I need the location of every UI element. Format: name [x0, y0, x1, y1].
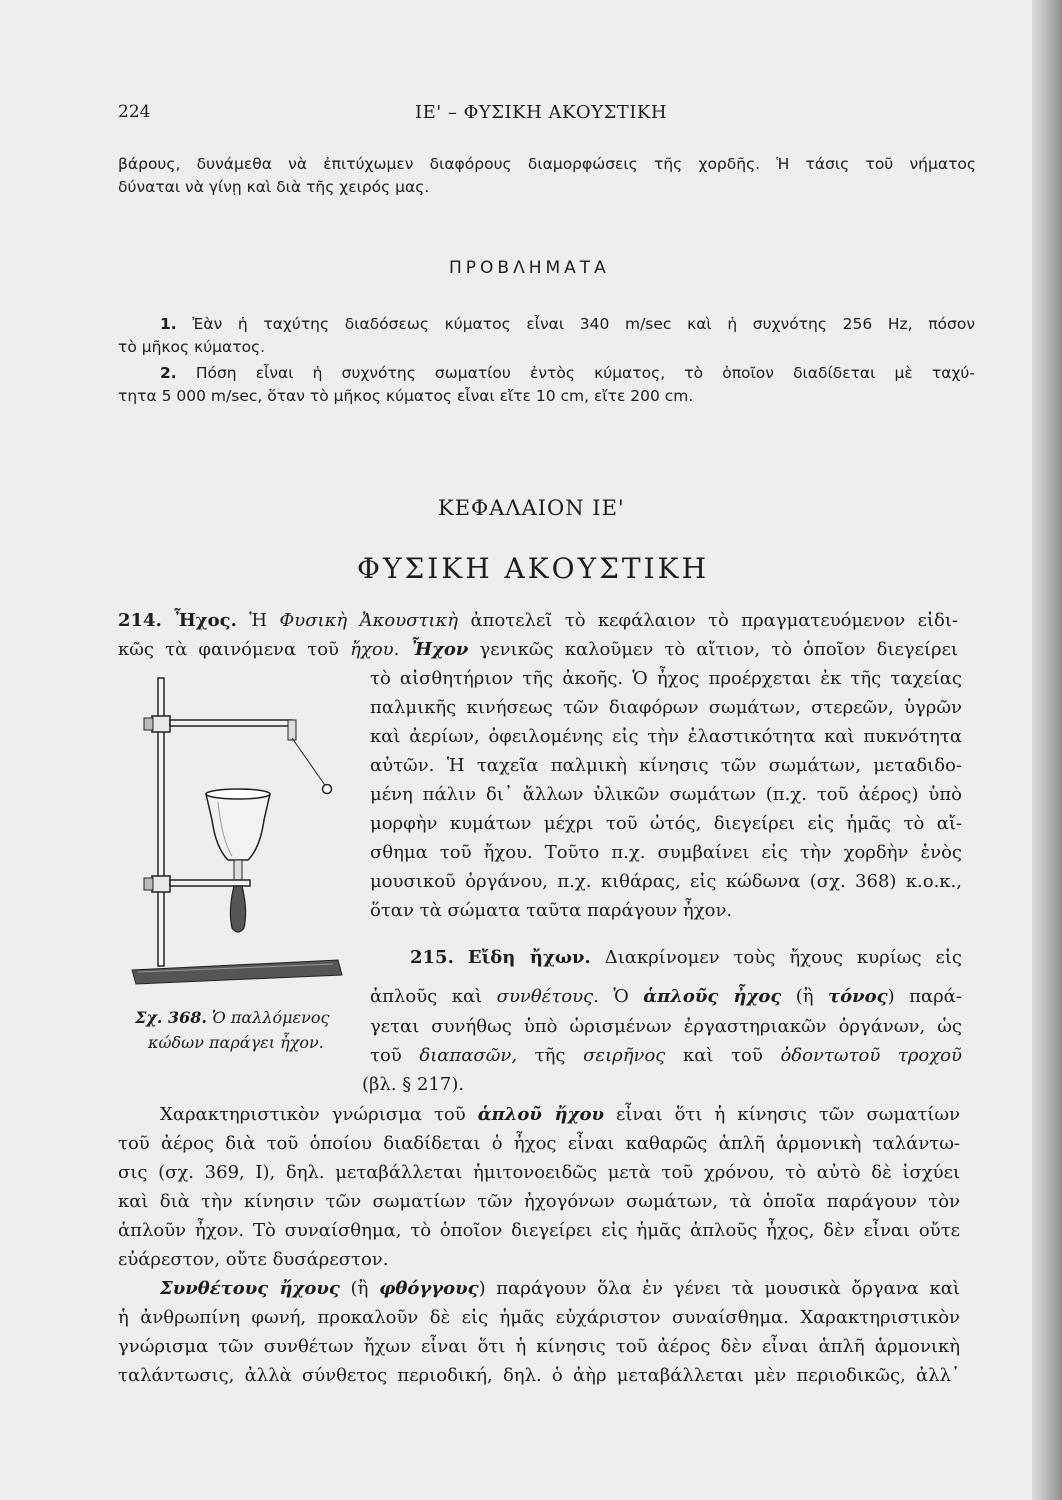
intro-line: βάρους, δυνάμεθα νὰ ἐπιτύχωμεν διαφόρους διαμορφώσεις τῆς χορδῆς. Ἡ τάσις τοῦ νήματος: [118, 155, 976, 173]
section-214-wrap-line: παλμικῆς κινήσεως τῶν διαφόρων σωμάτων, στερεῶν, ὑγρῶν: [370, 697, 962, 718]
pendulum-string: [292, 738, 327, 788]
lower-arm: [170, 880, 250, 886]
problem-text: Πόση εἶναι ἡ συχνότης σωματίου ἐντὸς κύματος, τὸ ὁποῖον διαδίδεται μὲ ταχύ-: [195, 364, 975, 382]
figure-caption-1: Ὁ παλλόμενος: [212, 1008, 330, 1027]
paragraph-line: καὶ διὰ τὴν κίνησιν τῶν σωματίων τῶν ἠχογόνων σωμάτων, τὰ ὁποῖα παράγουν τὸν: [118, 1191, 960, 1212]
term-italic: σειρῆνος: [583, 1045, 666, 1066]
term-italic: ἤχου.: [350, 639, 400, 660]
text-span: γενικῶς καλοῦμεν τὸ αἴτιον, τὸ ὁποῖον διεγείρει: [479, 639, 958, 660]
term-italic: συνθέτους.: [496, 986, 599, 1007]
figure-caption: [135, 1008, 329, 1027]
figure-caption-line2: [148, 1033, 324, 1052]
bell-stem: [234, 860, 242, 880]
text-span: ) παρά-: [887, 986, 962, 1007]
problem-1: [160, 313, 975, 337]
section-214-wrap-line: μένη πάλιν δι᾽ ἄλλων ὑλικῶν σωμάτων (π.χ. τοῦ ἀέρος) ὑπὸ: [370, 784, 962, 805]
paragraph-line: [160, 1276, 960, 1300]
problem-text: Ἐὰν ἡ ταχύτης διαδόσεως κύματος εἶναι 340 m/sec καὶ ἡ συχνότης 256 Hz, πόσον: [192, 315, 975, 333]
term-italic: Φυσικὴ Ἀκουστικὴ: [279, 610, 459, 631]
term-italic: διαπασῶν,: [419, 1045, 518, 1066]
problem-2-cont: τητα 5 000 m/sec, ὅταν τὸ μῆκος κύματος εἶναι εἴτε 10 cm, εἴτε 200 cm.: [118, 387, 694, 405]
text-span: (ἢ: [350, 1278, 369, 1299]
term-bold: ἁπλοῦς ἦχος: [643, 986, 782, 1007]
problem-number: 2.: [160, 364, 177, 382]
paragraph-line: ἡ ἀνθρωπίνη φωνή, προκαλοῦν δὲ εἰς ἡμᾶς εὐχάριστον συναίσθημα. Χαρακτηριστικὸν: [118, 1307, 960, 1328]
chapter-title: ΦΥΣΙΚΗ ΑΚΟΥΣΤΙΚΗ: [357, 552, 709, 585]
paragraph-line: ἁπλοῦν ἦχον. Τὸ συναίσθημα, τὸ ὁποῖον διεγείρει εἰς ἡμᾶς ἁπλοῦς ἦχος, δὲν εἶναι οὔτε: [118, 1220, 960, 1241]
section-214-wrap-line: τὸ αἰσθητήριον τῆς ἀκοῆς. Ὁ ἦχος προέρχεται ἐκ τῆς ταχείας: [370, 668, 962, 689]
text-span: κῶς τὰ φαινόμενα τοῦ: [118, 639, 339, 660]
bell-rim: [206, 789, 270, 799]
section-214-wrap-line: καὶ ἀερίων, ὀφειλομένης εἰς τὴν ἐλαστικότητα καὶ πυκνότητα: [370, 726, 962, 747]
section-215-line: [370, 984, 962, 1008]
section-214-wrap-line: σθημα τοῦ ἤχου. Τοῦτο π.χ. συμβαίνει εἰς τὴν χορδὴν ἑνὸς: [370, 842, 962, 863]
section-214-wrap-line: μορφὴν κυμάτων μέχρι τοῦ ὠτός, διεγείρει εἰς ἡμᾶς τὸ αἴ-: [370, 813, 962, 834]
chapter-label: ΚΕΦΑΛΑΙΟΝ ΙΕ': [438, 496, 625, 520]
paragraph-line: εὐάρεστον, οὔτε δυσάρεστον.: [118, 1249, 389, 1270]
problems-heading: ΠΡΟΒΛΗΜΑΤΑ: [449, 258, 610, 278]
intro-line: δύναται νὰ γίνῃ καὶ διὰ τῆς χειρός μας.: [118, 178, 430, 196]
text-span: ἁπλοῦς καὶ: [370, 986, 483, 1007]
section-215-line: [370, 1043, 962, 1067]
page-number: 224: [118, 102, 151, 122]
term-bold: τόνος: [828, 986, 888, 1007]
page-edge-shadow: [1032, 0, 1062, 1500]
text-span: εἶναι ὅτι ἡ κίνησις τῶν σωματίων: [616, 1104, 960, 1125]
figure-label: Σχ. 368.: [135, 1008, 207, 1027]
paragraph-line: ταλάντωσις, ἀλλὰ σύνθετος περιοδική, δηλ. ὁ ἀὴρ μεταβάλλεται μὲν περιοδικῶς, ἀλλ᾽: [118, 1365, 960, 1386]
section-heading: Εἴδη ἤχων.: [467, 947, 591, 968]
pendulum-ball: [323, 785, 332, 794]
bell: [206, 790, 270, 860]
paragraph-line: [160, 1102, 960, 1126]
bell-handle: [230, 886, 245, 932]
paragraph-line: γνώρισμα τῶν συνθέτων ἤχων εἶναι ὅτι ἡ κίνησις τοῦ ἀέρος δὲν εἶναι ἁπλῆ ἁρμονικὴ: [118, 1336, 960, 1357]
section-number: 214.: [118, 610, 162, 631]
upper-clamp-screw: [144, 718, 153, 730]
text-span: ἀποτελεῖ τὸ κεφάλαιον τὸ πραγματευόμενον εἰδι-: [470, 610, 958, 631]
term-bold: φθόγγους: [379, 1278, 479, 1299]
figure-caption-2: κώδων παράγει ἦχον.: [148, 1033, 324, 1052]
horizontal-arm: [170, 720, 292, 726]
section-heading: Ἦχος.: [174, 610, 237, 631]
text-span: τῆς: [534, 1045, 566, 1066]
section-214-wrap-line: μουσικοῦ ὀργάνου, π.χ. κιθάρας, εἰς κώδωνα (σχ. 368) κ.ο.κ.,: [370, 871, 962, 892]
section-214-line: [118, 637, 958, 661]
term-bold: ἁπλοῦ ἤχου: [477, 1104, 604, 1125]
problem-2: [160, 362, 975, 386]
section-214-wrap-line: αὐτῶν. Ἡ ταχεῖα παλμικὴ κίνησις τῶν σωμάτων, μεταδιδο-: [370, 755, 962, 776]
text-span: Ὁ: [613, 986, 629, 1007]
lower-clamp: [152, 876, 170, 892]
section-214-line: [118, 608, 958, 632]
text-span: τοῦ: [370, 1045, 402, 1066]
section-215-line: γεται συνήθως ὑπὸ ὡρισμένων ἐργαστηριακῶν ὀργάνων, ὡς: [370, 1016, 962, 1037]
upper-clamp: [152, 716, 170, 732]
arm-end: [288, 720, 296, 740]
section-215-line: (βλ. § 217).: [362, 1074, 465, 1095]
problem-1-cont: τὸ μῆκος κύματος.: [118, 338, 266, 356]
text-span: καὶ τοῦ: [682, 1045, 763, 1066]
section-215-line: [410, 945, 962, 969]
paragraph-line: σις (σχ. 369, I), δηλ. μεταβάλλεται ἡμιτονοειδῶς μετὰ τοῦ χρόνου, τὸ αὐτὸ δὲ ἰσχύει: [118, 1162, 960, 1183]
text-span: Ἡ: [249, 610, 268, 631]
running-title: ΙΕ' – ΦΥΣΙΚΗ ΑΚΟΥΣΤΙΚΗ: [415, 102, 668, 123]
term-italic: ὀδοντωτοῦ τροχοῦ: [780, 1045, 962, 1066]
term-bold: Συνθέτους ἤχους: [160, 1278, 340, 1299]
term-bold: Ἦχον: [410, 639, 469, 660]
section-number: 215.: [410, 947, 454, 968]
text-span: Χαρακτηριστικὸν γνώρισμα τοῦ: [160, 1104, 466, 1125]
text-span: Διακρίνομεν τοὺς ἤχους κυρίως εἰς: [604, 947, 962, 968]
lower-clamp-screw: [144, 878, 153, 890]
text-span: (ἢ: [795, 986, 814, 1007]
text-span: ) παράγουν ὅλα ἐν γένει τὰ μουσικὰ ὄργανα καὶ: [478, 1278, 960, 1299]
bell-stand-figure: [128, 670, 343, 1000]
section-214-wrap-line: ὅταν τὰ σώματα ταῦτα παράγουν ἦχον.: [370, 900, 733, 921]
problem-number: 1.: [160, 315, 177, 333]
paragraph-line: τοῦ ἀέρος διὰ τοῦ ὁποίου διαδίδεται ὁ ἦχος εἶναι καθαρῶς ἁπλῆ ἁρμονικὴ ταλάντω-: [118, 1133, 960, 1154]
